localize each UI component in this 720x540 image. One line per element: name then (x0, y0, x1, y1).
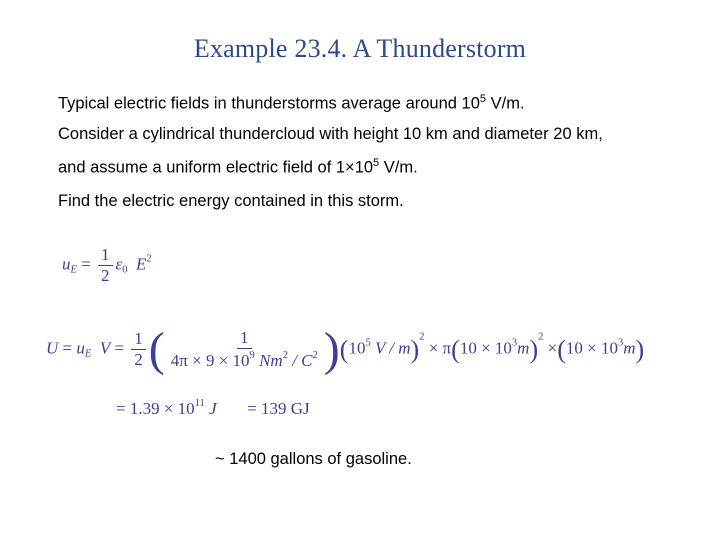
slide-title: Example 23.4. A Thunderstorm (193, 34, 527, 63)
text-line-2: Consider a cylindrical thundercloud with height 10 km and diameter 20 km, (58, 125, 603, 143)
eq2-radius-exp: 3 (511, 337, 518, 349)
eq3-joule-unit: J (204, 398, 217, 418)
eq2-big-paren-close: ) (323, 323, 340, 376)
text-line-1 (58, 93, 525, 114)
eq2-radius-square: 2 (538, 331, 544, 343)
eq2-height-units: m (623, 338, 636, 358)
eq2-height-paren-close: ) (635, 334, 645, 364)
eq2-U: U (46, 338, 59, 358)
eq1-equals: = (81, 254, 91, 274)
eq2-field-paren-open: ( (339, 334, 349, 364)
eq2-radius-units: m (517, 338, 530, 358)
equation-result (116, 398, 310, 419)
eq2-times-pi: × π (428, 338, 452, 358)
eq2-equals-1: = (62, 338, 73, 358)
eq2-height-paren-open: ( (557, 334, 566, 364)
line1-units: V/m. (486, 94, 525, 113)
line3-units: V/m. (379, 158, 418, 177)
eq1-E-exp: 2 (146, 253, 152, 265)
eq2-V: V (99, 338, 111, 358)
eq2-field-square: 2 (419, 331, 425, 343)
eq2-equals-2: = (114, 338, 125, 358)
eq2-u: u (76, 338, 85, 358)
eq2-field-exp: 5 (365, 337, 371, 349)
text-line-3 (58, 157, 418, 178)
eq1-u: u (62, 254, 71, 274)
eq1-E: E (136, 254, 147, 274)
equation-total-energy (46, 322, 644, 377)
gasoline-equivalent-note: ~ 1400 gallons of gasoline. (215, 450, 412, 468)
eq2-radius-value: 10 × 10 (459, 338, 512, 358)
eq2-big-paren-open: ( (148, 323, 165, 376)
eq1-fraction: $\frac{1}{2}$ (98, 246, 113, 285)
eq2-height-exp: 3 (618, 337, 624, 349)
eq1-epsilon: ε (115, 254, 123, 274)
text-line-4: Find the electric energy contained in this storm. (58, 192, 404, 210)
eq1-epsilon-sub: 0 (122, 264, 128, 276)
eq2-height-value: 10 × 10 (565, 338, 618, 358)
eq2-radius-paren-close: ) (529, 334, 539, 364)
eq2-field-units: V / m (370, 338, 411, 358)
eq2-half: $\frac{1}{2}$ (131, 330, 146, 369)
line1-text: Typical electric fields in thunderstorms average around 10 (58, 94, 480, 113)
eq2-times: × (547, 338, 558, 358)
eq2-field-paren-close: ) (410, 334, 420, 364)
eq1-u-sub: E (70, 264, 77, 276)
eq2-u-sub: E (84, 348, 92, 360)
eq2-inner-fraction: $\frac{1}{4\pi \times 9 \times 10^9 Nm^2 / C^2}$ (170, 328, 318, 370)
line3-exponent: 5 (373, 157, 380, 169)
line1-exponent: 5 (479, 93, 487, 105)
eq2-radius-paren-open: ( (451, 334, 460, 364)
eq2-field-value: 10 (348, 338, 366, 358)
equation-energy-density (62, 246, 152, 285)
eq3-value-joules: = 1.39 × 10 (116, 398, 195, 418)
eq3-exp: 11 (194, 398, 205, 409)
eq3-value-gigajoules: = 139 GJ (247, 398, 310, 418)
line3-text: and assume a uniform electric field of 1×10 (58, 158, 374, 177)
